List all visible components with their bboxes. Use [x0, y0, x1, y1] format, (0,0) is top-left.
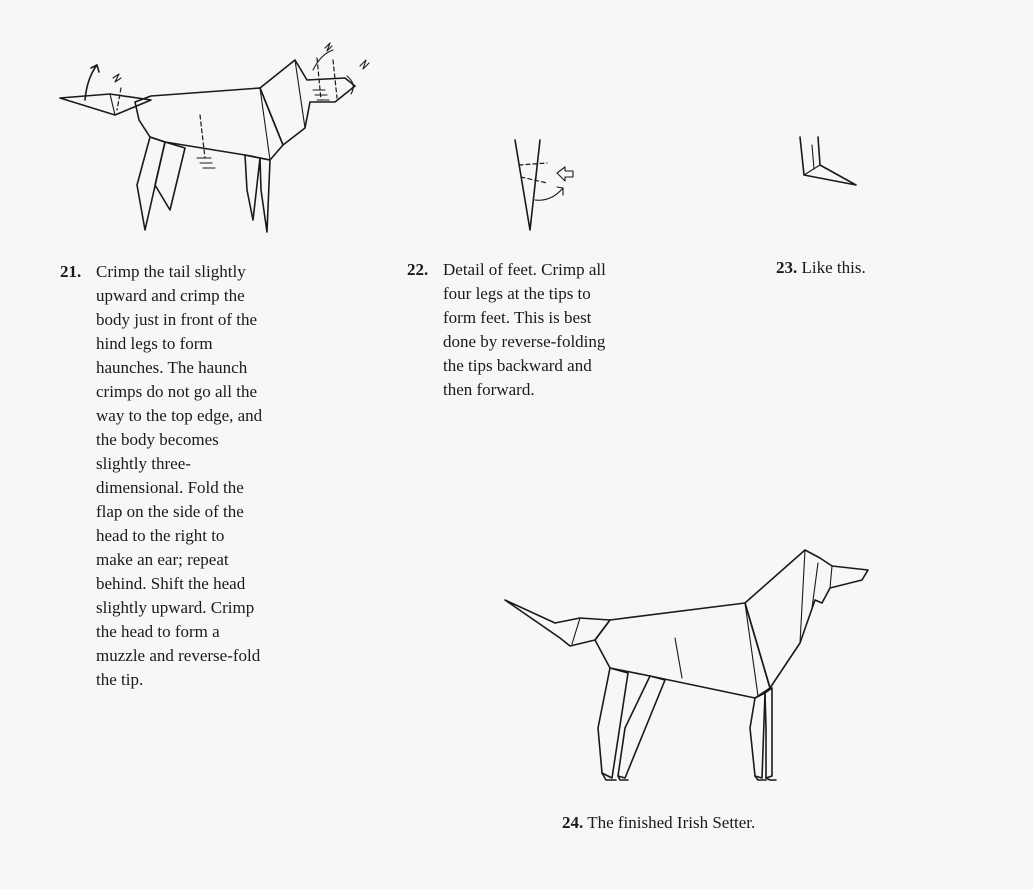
step-23-text: Like this.: [801, 258, 866, 277]
step-21-number: 21.: [60, 262, 82, 281]
head-shape: [260, 60, 355, 145]
pleat-symbol: [113, 74, 121, 82]
diagram-step-22: [505, 135, 595, 235]
foot-shape: [800, 137, 856, 185]
muzzle-pleat: [313, 90, 329, 100]
fold-forward-arrow: [535, 188, 563, 200]
step-23: [776, 256, 866, 280]
leg-detail-shape: [515, 140, 540, 230]
pleat-symbol-head: [325, 43, 332, 51]
step-23-number: 23.: [776, 258, 798, 277]
step-24-number: 24.: [562, 813, 584, 832]
diagram-step-23: [790, 135, 870, 195]
step-22: [407, 258, 707, 402]
pleat-symbol-tip: [360, 60, 369, 69]
reverse-fold-arrow-head: [557, 167, 573, 181]
foot-4: [766, 778, 776, 780]
finished-fore-leg-front: [765, 688, 772, 778]
step-22-number: 22.: [407, 260, 429, 279]
finished-hind-leg-back: [598, 668, 628, 778]
finished-head: [745, 550, 868, 688]
step-24-text: The finished Irish Setter.: [587, 813, 756, 832]
crimp-symbol: [197, 158, 215, 168]
hind-leg-back: [137, 137, 165, 230]
ear-flap-arrow: [313, 50, 333, 70]
hind-leg-front: [155, 142, 185, 210]
step-24: [562, 811, 755, 835]
step-21: [60, 260, 380, 692]
step-21-text: Crimp the tail slightly upward and crimp the body just in front of the hind legs to form haunches. The haunch crimps do not go all the way to the top edge, and the body becomes slightly three- dimensional. Fold the flap on the side of the head to the right to make an ear; repeat behind. Shift the head slightly upward. Crimp the head to form a muzzle and reverse-fold the tip.: [96, 262, 263, 689]
finished-body: [595, 603, 770, 698]
body-shape: [135, 88, 283, 160]
diagram-step-24: [500, 548, 880, 788]
diagram-step-21: [55, 40, 395, 240]
fore-leg-back: [245, 155, 260, 220]
fore-leg-front: [260, 158, 270, 232]
finished-tail: [505, 600, 610, 646]
finished-fore-leg-back: [750, 693, 765, 778]
step-22-text: Detail of feet. Crimp all four legs at the tips to form feet. This is best done by reverse-folding the tips backward and then forward.: [443, 260, 606, 399]
